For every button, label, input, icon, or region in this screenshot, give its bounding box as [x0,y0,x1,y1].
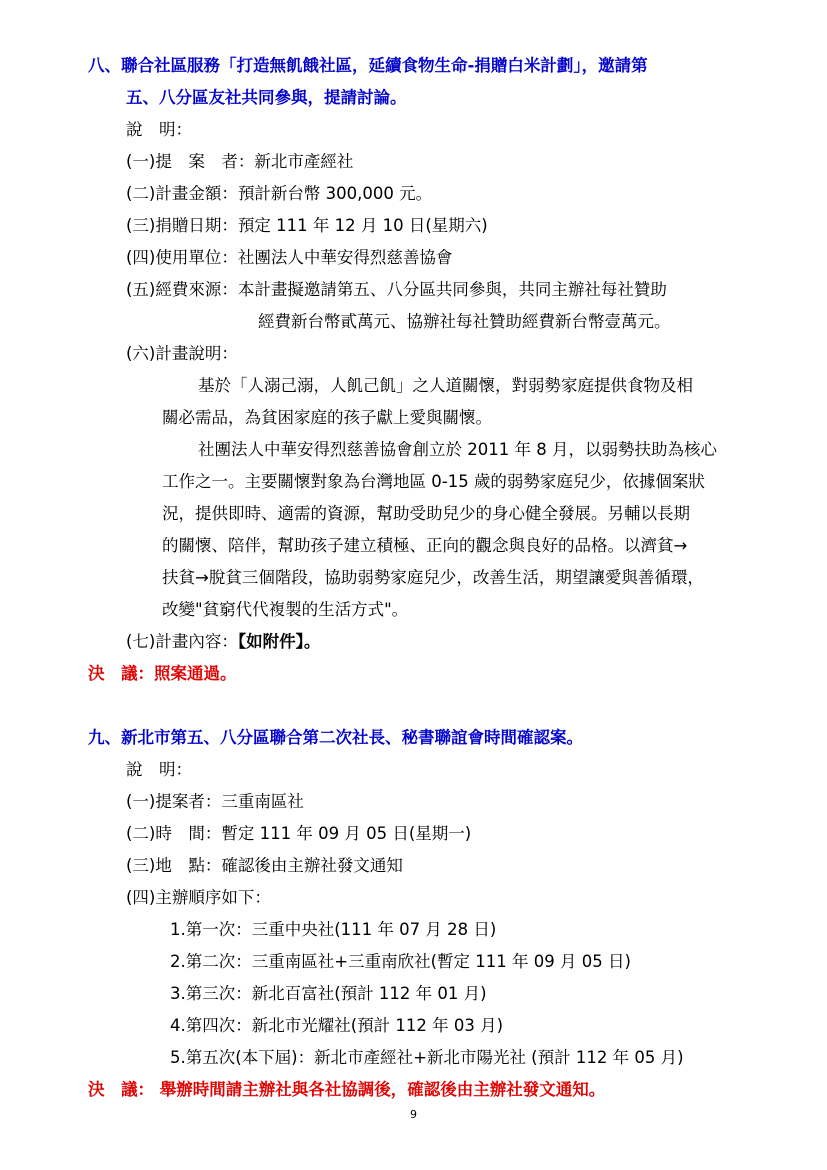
item8-proposer: (一)提 案 者：新北市產經社 [126,152,354,171]
item9-desc-label: 說 明： [126,760,192,779]
item8-para2-line2: 工作之一。主要關懷對象為台灣地區 0-15 歲的弱勢家庭兒少，依據個案狀 [162,472,705,491]
item9-order-2: 2.第二次：三重南區社+三重南欣社(暫定 111 年 09 月 05 日) [170,952,631,971]
item9-order-4: 4.第四次：新北市光耀社(預計 112 年 03 月) [170,1016,504,1035]
item8-content-value: 【如附件】。 [237,632,321,651]
item8-para2-line4: 的關懷、陪伴，幫助孩子建立積極、正向的觀念與良好的品格。以濟貧→ [162,536,688,555]
item8-plan-label: (六)計畫說明： [126,344,238,363]
item8-desc-label: 說 明： [126,120,192,139]
item8-para2-line6: 改變"貧窮代代複製的生活方式"。 [162,600,409,619]
item8-para1-line2: 關必需品，為貧困家庭的孩子獻上愛與關懷。 [162,408,492,427]
item8-para2-line3: 況，提供即時、適需的資源，幫助受助兒少的身心健全發展。另輔以長期 [162,504,690,523]
item9-proposer: (一)提案者：三重南區社 [126,792,304,811]
item8-date: (三)捐贈日期：預定 111 年 12 月 10 日(星期六) [126,216,488,235]
item8-para2-line1: 社團法人中華安得烈慈善協會創立於 2011 年 8 月，以弱勢扶助為核心 [198,440,717,459]
item8-title-line2: 五、八分區友社共同參與，提請討論。 [126,88,407,107]
item8-resolution: 決 議：照案通過。 [88,664,237,683]
item9-order-label: (四)主辦順序如下： [126,888,271,907]
item8-content-label: (七)計畫內容： [126,632,238,651]
item8-unit: (四)使用單位：社團法人中華安得烈慈善協會 [126,248,453,267]
item8-funding-cont: 經費新台幣貳萬元、協辦社每社贊助經費新台幣壹萬元。 [258,312,671,331]
item9-place: (三)地 點：確認後由主辦社發文通知 [126,856,403,875]
item8-amount: (二)計畫金額：預計新台幣 300,000 元。 [126,184,433,203]
item9-order-1: 1.第一次：三重中央社(111 年 07 月 28 日) [170,920,497,939]
item9-resolution: 決 議： 舉辦時間請主辦社與各社協調後，確認後由主辦社發文通知。 [88,1080,606,1099]
item8-title-line1: 八、聯合社區服務「打造無飢餓社區，延續食物生命-捐贈白米計劃」，邀請第 [88,56,648,75]
item9-order-5: 5.第五次(本下屆)：新北市產經社+新北市陽光社 (預計 112 年 05 月) [170,1048,684,1067]
item8-para2-line5: 扶貧→脫貧三個階段，協助弱勢家庭兒少，改善生活，期望讓愛與善循環， [162,568,704,587]
item9-time: (二)時 間：暫定 111 年 09 月 05 日(星期一) [126,824,472,843]
item8-content [126,630,320,654]
item8-funding: (五)經費來源：本計畫擬邀請第五、八分區共同參與，共同主辦社每社贊助 [126,280,667,299]
item9-order-3: 3.第三次：新北百富社(預計 112 年 01 月) [170,984,487,1003]
item8-para1-line1: 基於「人溺己溺，人飢己飢」之人道關懷，對弱勢家庭提供食物及相 [198,376,693,395]
item9-title: 九、新北市第五、八分區聯合第二次社長、秘書聯誼會時間確認案。 [88,728,583,747]
page-number: 9 [410,1108,417,1121]
